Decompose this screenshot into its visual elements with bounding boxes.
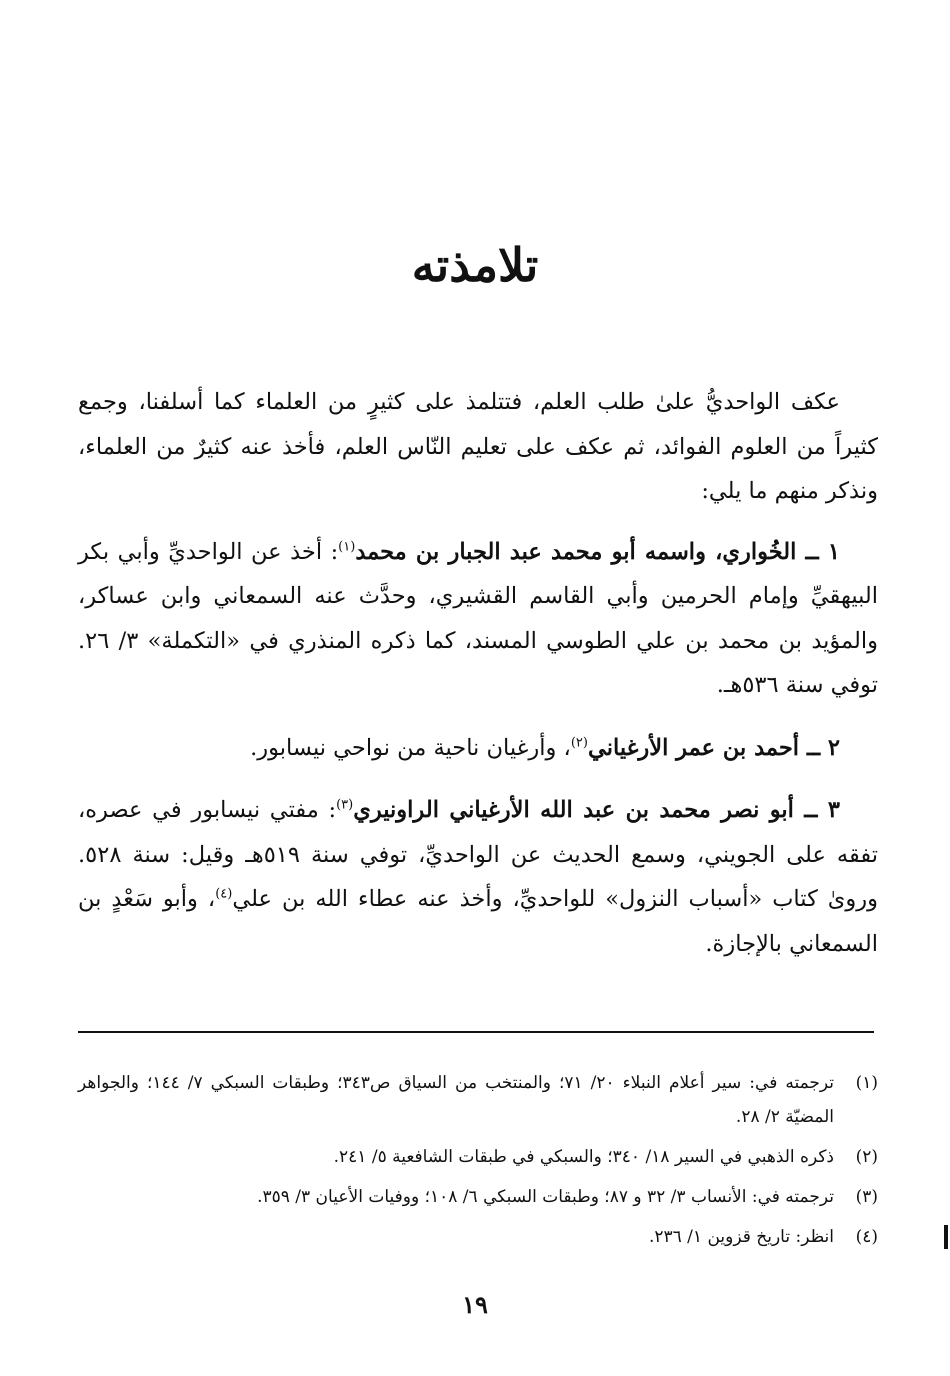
footnote-text: ترجمته في: سير أعلام النبلاء ٢٠/ ٧١؛ والمنتخب من السياق ص٣٤٣؛ وطبقات السبكي ٧/ ١٤٤؛ والجواهر المضيّة ٢/ ٢٨. — [78, 1073, 835, 1127]
intro-paragraph: عكف الواحديُّ علىٰ طلب العلم، فتتلمذ على كثيرٍ من العلماء كما أسلفنا، وجمع كثيراً من العلوم الفوائد، ثم عكف على تعليم النّاس العلم، فأخذ عنه كثيرٌ من العلماء، ونذكر منهم ما يلي: — [78, 389, 878, 504]
footnote-number: (١) — [855, 1073, 878, 1093]
student-name: ٢ ــ أحمد بن عمر الأرغياني — [587, 734, 840, 761]
student-description-cont: ، وأبو سَعْدٍ بن السمعاني بالإجازة. — [78, 886, 878, 957]
footnote — [78, 1220, 878, 1254]
page-title: تلامذته — [411, 238, 539, 292]
footnote-number: (٤) — [855, 1227, 878, 1247]
student-description: : مفتي نيسابور في عصره، تفقه على الجويني، وسمع الحديث عن الواحديِّ، توفي سنة ٥١٩هـ وقيل: سنة ٥٢٨. وروىٰ كتاب «أسباب النزول» للواحديِّ، وأخذ عنه عطاء الله بن علي — [78, 797, 878, 912]
student-item-2 — [78, 726, 878, 771]
student-description: : أخذ عن الواحديِّ وأبي بكر البيهقيِّ وإمام الحرمين وأبي القاسم القشيري، وحدَّث عنه السمعاني وابن عساكر، والمؤيد بن محمد بن علي الطوسي المسند، كما ذكره المنذري في «التكملة» ٣/ ٢٦. توفي سنة ٥٣٦هـ. — [78, 538, 879, 698]
footnote-ref[interactable]: (٢) — [570, 735, 588, 750]
footnote-ref[interactable]: (١) — [338, 539, 356, 554]
footnote-text: ترجمته في: الأنساب ٣/ ٣٢ و ٨٧؛ وطبقات السبكي ٦/ ١٠٨؛ ووفيات الأعيان ٣/ ٣٥٩. — [257, 1187, 834, 1207]
student-description: ، وأرغيان ناحية من نواحي نيسابور. — [250, 734, 571, 761]
footnote — [78, 1140, 878, 1174]
scan-edge-mark — [944, 1225, 948, 1249]
footnote-ref[interactable]: (٣) — [336, 797, 354, 813]
footnote-number: (٢) — [855, 1147, 878, 1167]
footnote — [78, 1180, 878, 1214]
footnotes — [78, 1066, 878, 1260]
footnote-number: (٣) — [855, 1187, 878, 1207]
footnote-ref[interactable]: (٤) — [215, 886, 233, 902]
footnote-text: انظر: تاريخ قزوين ١/ ٢٣٦. — [648, 1227, 834, 1247]
student-item-3 — [78, 788, 878, 966]
student-name: ٣ ــ أبو نصر محمد بن عبد الله الأرغياني الراونيري — [353, 797, 840, 823]
main-text — [78, 380, 878, 984]
page-number: ١٩ — [462, 1290, 488, 1319]
student-item-1 — [78, 530, 878, 708]
student-name: ١ ــ الخُواري، واسمه أبو محمد عبد الجبار بن محمد — [355, 538, 840, 565]
footnote-divider — [78, 1031, 874, 1033]
footnote-text: ذكره الذهبي في السير ١٨/ ٣٤٠؛ والسبكي في طبقات الشافعية ٥/ ٢٤١. — [333, 1147, 834, 1167]
footnote — [78, 1066, 878, 1134]
